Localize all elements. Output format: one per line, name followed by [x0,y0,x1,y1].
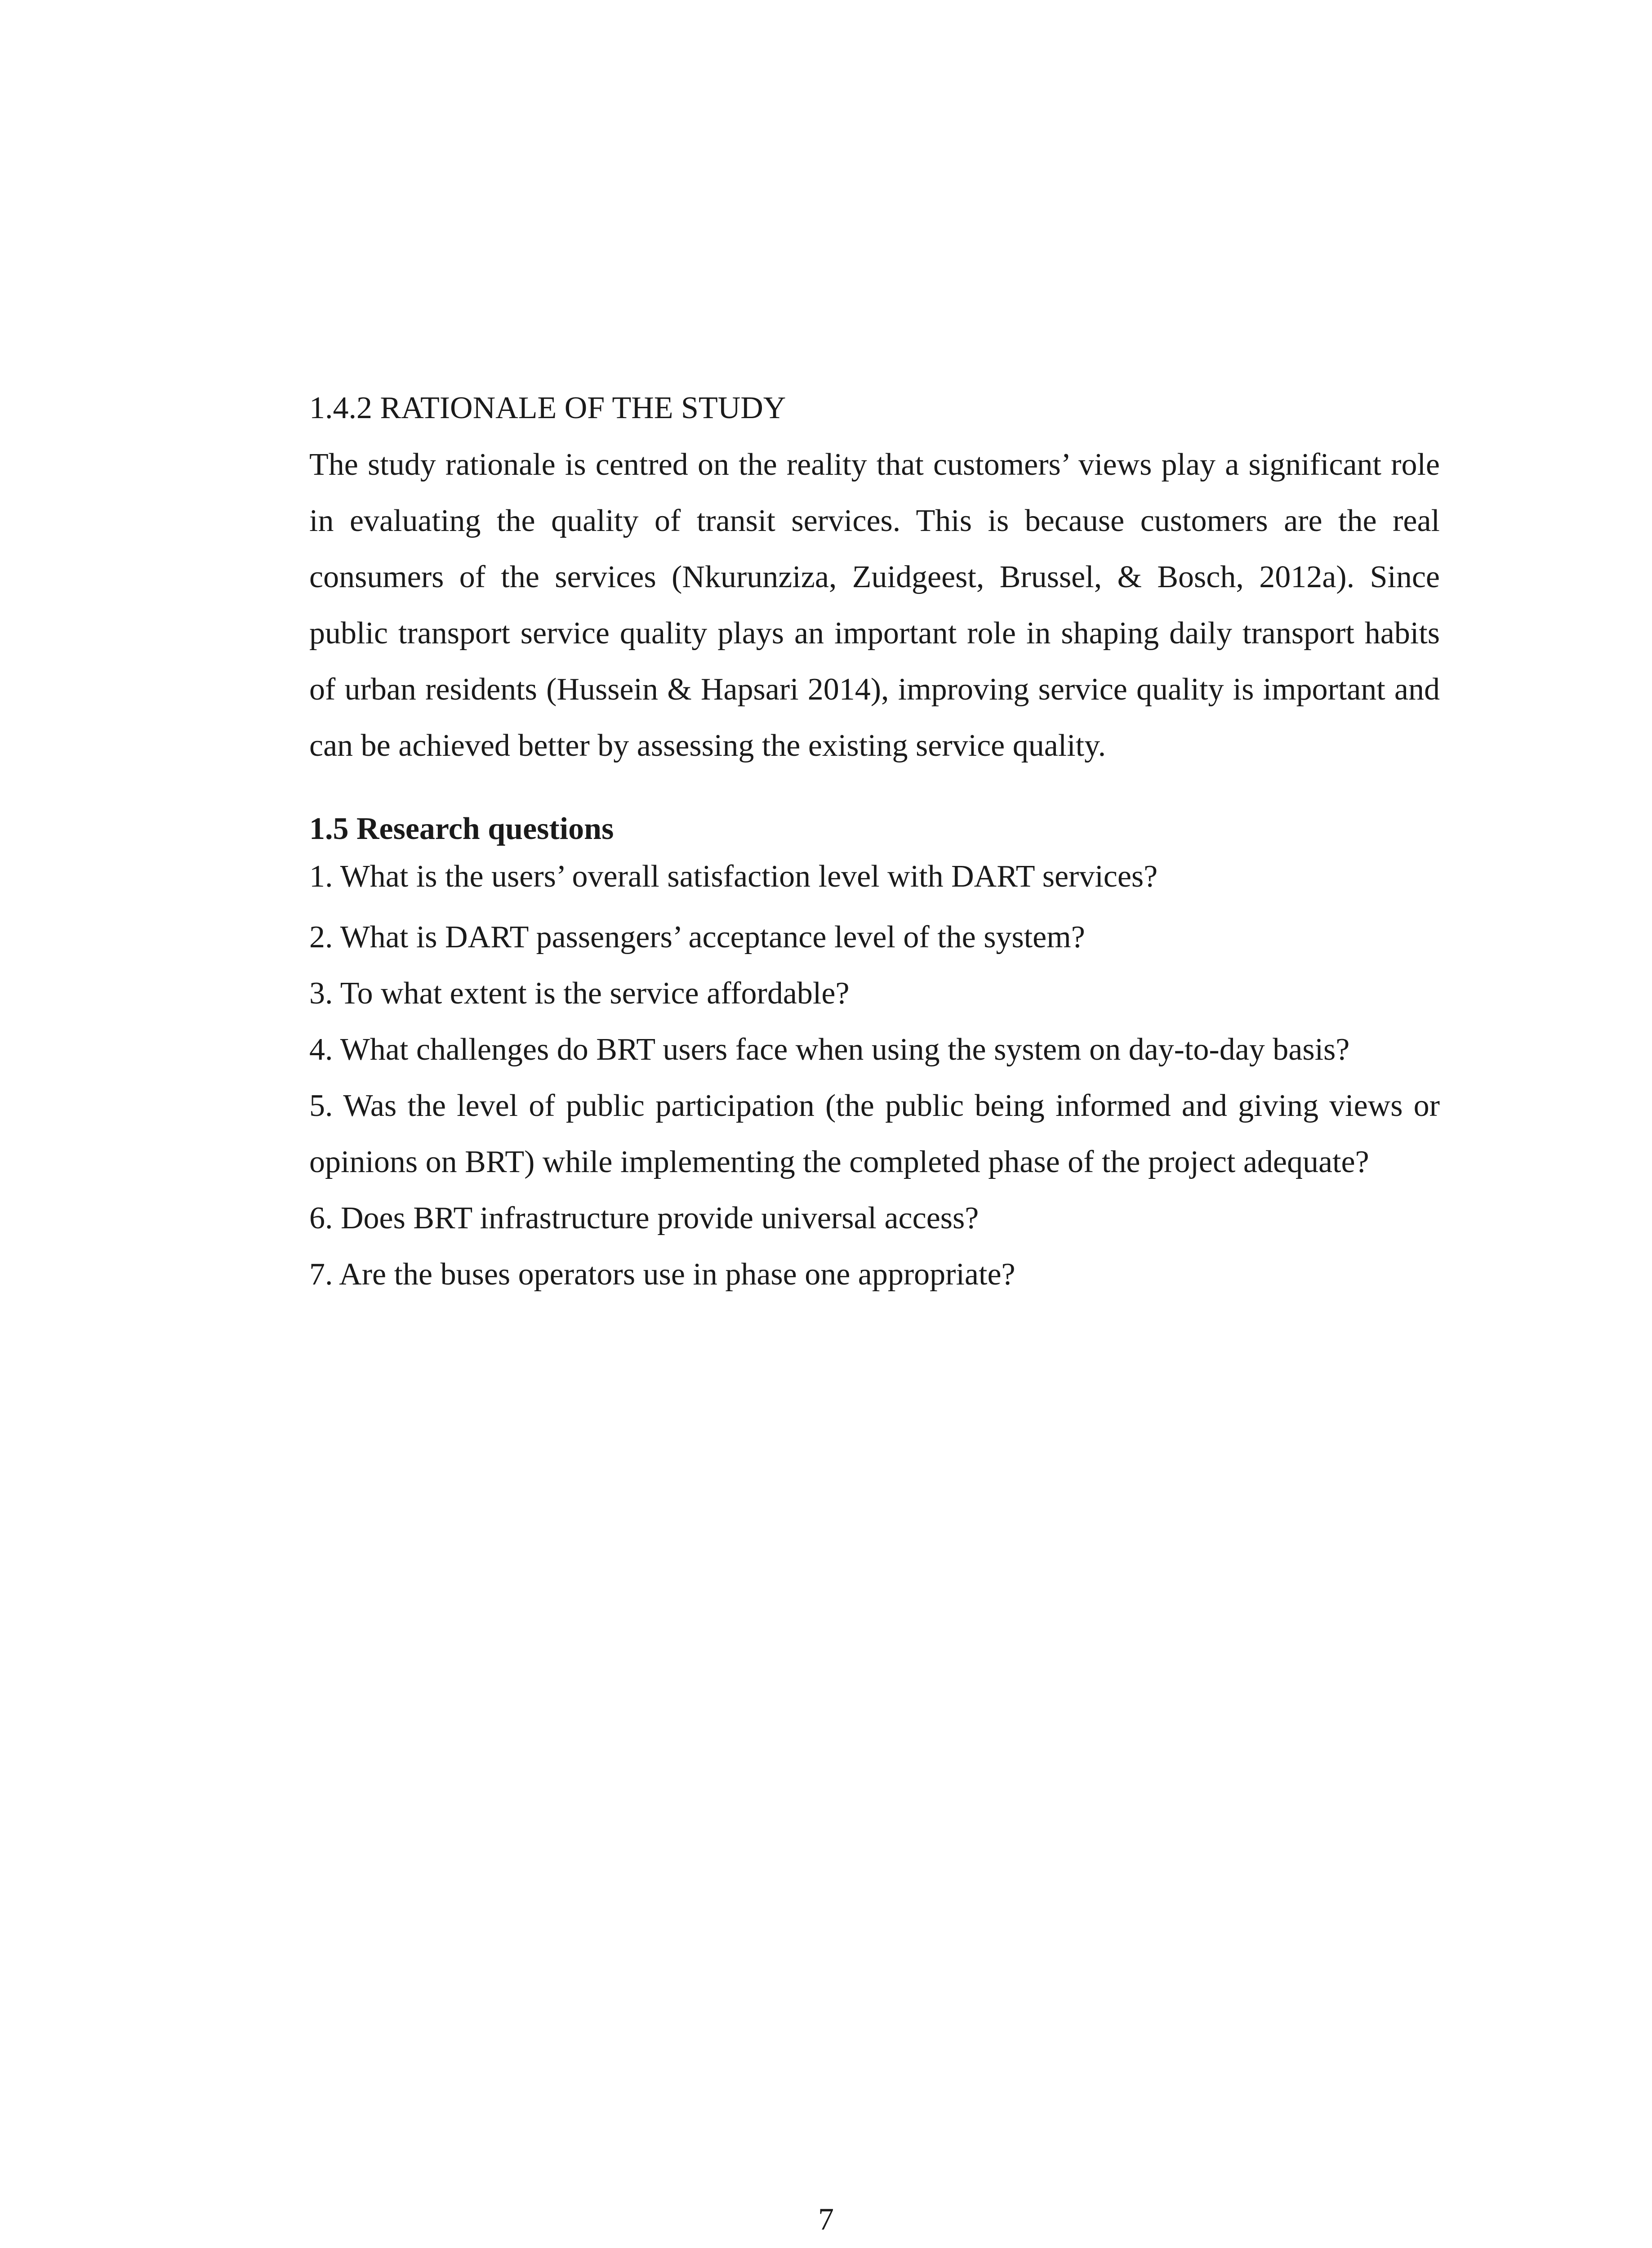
research-question-3: 3. To what extent is the service affordable? [309,976,850,1011]
rationale-paragraph: The study rationale is centred on the reality that customers’ views play a significant role in evaluating the quality of transit services. This is because customers are the real consumers of the services (Nkurunziza, Zuidgeest, Brussel, & Bosch, 2012a). Since public transport service quality plays an important role in shaping daily transport habits of urban residents (Hussein & Hapsari 2014), improving service quality is important and can be achieved better by assessing the existing service quality. [309,447,1440,763]
research-question-4: 4. What challenges do BRT users face when using the system on day-to-day basis? [309,1032,1350,1067]
research-questions-list [309,853,1440,1302]
page-number: 7 [818,2202,834,2237]
research-question-5: 5. Was the level of public participation (the public being informed and giving views or opinions on BRT) while implementing the completed phase of the project adequate? [309,1088,1440,1179]
research-question-6: 6. Does BRT infrastructure provide universal access? [309,1201,979,1236]
research-question-2: 2. What is DART passengers’ acceptance level of the system? [309,920,1085,955]
research-question-7: 7. Are the buses operators use in phase one appropriate? [309,1257,1015,1292]
rationale-heading: 1.4.2 RATIONALE OF THE STUDY [309,391,786,425]
research-questions-heading: 1.5 Research questions [309,812,614,846]
research-question-1: 1. What is the users’ overall satisfaction level with DART services? [309,859,1158,894]
page-content [309,384,1440,1302]
